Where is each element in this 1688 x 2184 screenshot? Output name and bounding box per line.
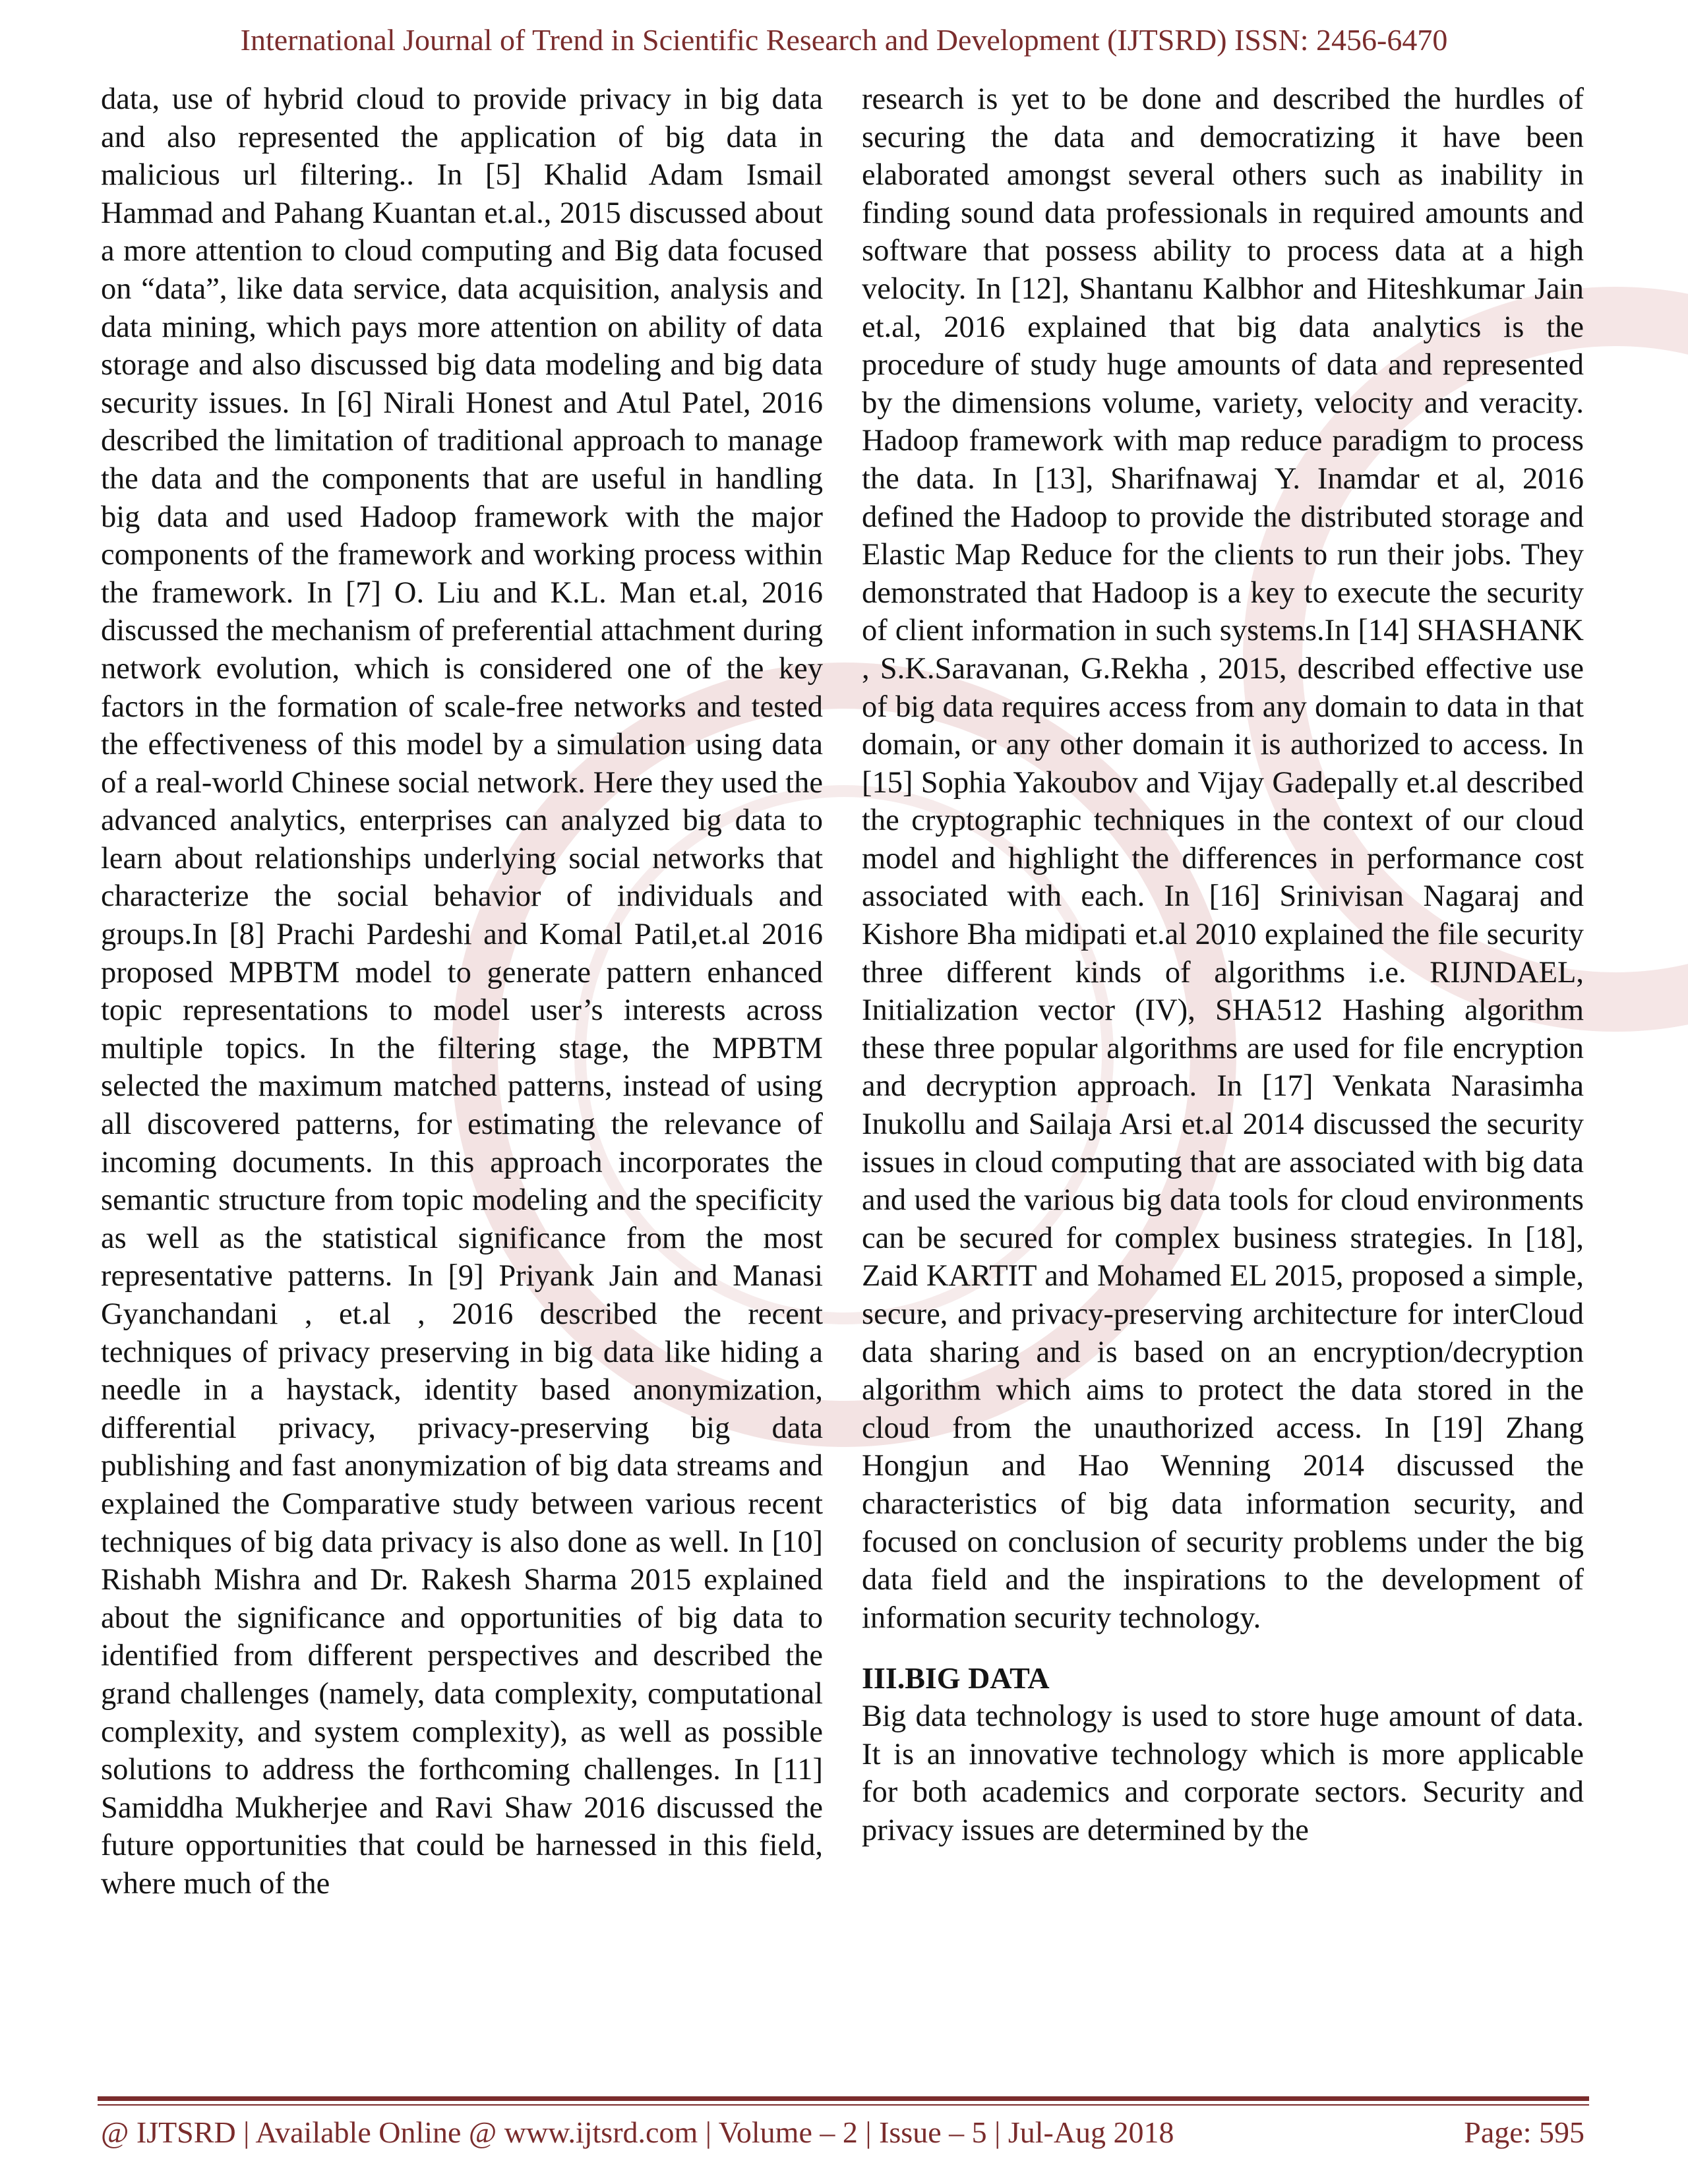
left-column (101, 80, 823, 1903)
left-paragraph: data, use of hybrid cloud to provide privacy in big data and also represented the application of big data in malicious url filtering.. In [5] Khalid Adam Ismail Hammad and Pahang Kuantan et.al., 2015 discussed about a more attention to cloud computing and Big data focused on “data”, like data service, data acquisition, analysis and data mining, which pays more attention on ability of data storage and also discussed big data modeling and big data security issues. In [6] Nirali Honest and Atul Patel, 2016 described the limitation of traditional approach to manage the data and the components that are useful in handling big data and used Hadoop framework with the major components of the framework and working process within the framework. In [7] O. Liu and K.L. Man et.al, 2016 discussed the mechanism of preferential attachment during network evolution, which is considered one of the key factors in the formation of scale-free networks and tested the effectiveness of this model by a simulation using data of a real-world Chinese social network. Here they used the advanced analytics, enterprises can analyzed big data to learn about relationships underlying social networks that characterize the social behavior of individuals and groups.In [8] Prachi Pardeshi and Komal Patil,et.al 2016 proposed MPBTM model to generate pattern enhanced topic representations to model user’s interests across multiple topics. In the filtering stage, the MPBTM selected the maximum matched patterns, instead of using all discovered patterns, for estimating the relevance of incoming documents. In this approach incorporates the semantic structure from topic modeling and the specificity as well as the statistical significance from the most representative patterns. In [9] Priyank Jain and Manasi Gyanchandani , et.al , 2016 described the recent techniques of privacy preserving in big data like hiding a needle in a haystack, identity based anonymization, differential privacy, privacy-preserving big data publishing and fast anonymization of big data streams and explained the Comparative study between various recent techniques of big data privacy is also done as well. In [10] Rishabh Mishra and Dr. Rakesh Sharma 2015 explained about the significance and opportunities of big data to identified from different perspectives and described the grand challenges (namely, data complexity, computational complexity, and system complexity), as well as possible solutions to address the forthcoming challenges. In [11] Samiddha Mukherjee and Ravi Shaw 2016 discussed the future opportunities that could be harnessed in this field, where much of the (101, 82, 823, 1901)
section-paragraph: Big data technology is used to store huge amount of data. It is an innovative technology which is more applicable for both academics and corporate sectors. Security and privacy issues are determined by the (862, 1699, 1584, 1847)
section-heading: III.BIG DATA (862, 1661, 1050, 1696)
right-paragraph: research is yet to be done and described the hurdles of securing the data and democratizing it have been elaborated amongst several others such as inability in finding sound data professionals in required amounts and software that possess ability to process data at a high velocity. In [12], Shantanu Kalbhor and Hiteshkumar Jain et.al, 2016 explained that big data analytics is the procedure of study huge amounts of data and represented by the dimensions volume, variety, velocity and veracity. Hadoop framework with map reduce paradigm to process the data. In [13], Sharifnawaj Y. Inamdar et al, 2016 defined the Hadoop to provide the distributed storage and Elastic Map Reduce for the clients to run their jobs. They demonstrated that Hadoop is a key to execute the security of client information in such systems.In [14] SHASHANK , S.K.Saravanan, G.Rekha , 2015, described effective use of big data requires access from any domain to data in that domain, or any other domain it is authorized to access. In [15] Sophia Yakoubov and Vijay Gadepally et.al described the cryptographic techniques in the context of our cloud model and highlight the differences in performance cost associated with each. In [16] Srinivisan Nagaraj and Kishore Bha midipati et.al 2010 explained the file security three different kinds of algorithms i.e. RIJNDAEL, Initialization vector (IV), SHA512 Hashing algorithm these three popular algorithms are used for file encryption and decryption approach. In [17] Venkata Narasimha Inukollu and Sailaja Arsi et.al 2014 discussed the security issues in cloud computing that are associated with big data and used the various big data tools for cloud environments can be secured for complex business strategies. In [18], Zaid KARTIT and Mohamed EL 2015, proposed a simple, secure, and privacy-preserving architecture for interCloud data sharing and is based on an encryption/decryption algorithm which aims to protect the data stored in the cloud from the unauthorized access. In [19] Zhang Hongjun and Hao Wenning 2014 discussed the characteristics of big data information security, and focused on conclusion of security problems under the big data field and the inspirations to the development of information security technology. (862, 82, 1584, 1635)
footer-divider-thin (98, 2104, 1589, 2106)
footer-citation: @ IJTSRD | Available Online @ www.ijtsrd.com | Volume – 2 | Issue – 5 | Jul-Aug 2018 (101, 2115, 1174, 2149)
footer-divider (98, 2096, 1589, 2101)
right-column (862, 80, 1584, 1849)
journal-header: International Journal of Trend in Scientific Research and Development (IJTSRD) ISSN: 2456-6470 (240, 23, 1448, 57)
page-number: Page: 595 (1464, 2115, 1584, 2149)
